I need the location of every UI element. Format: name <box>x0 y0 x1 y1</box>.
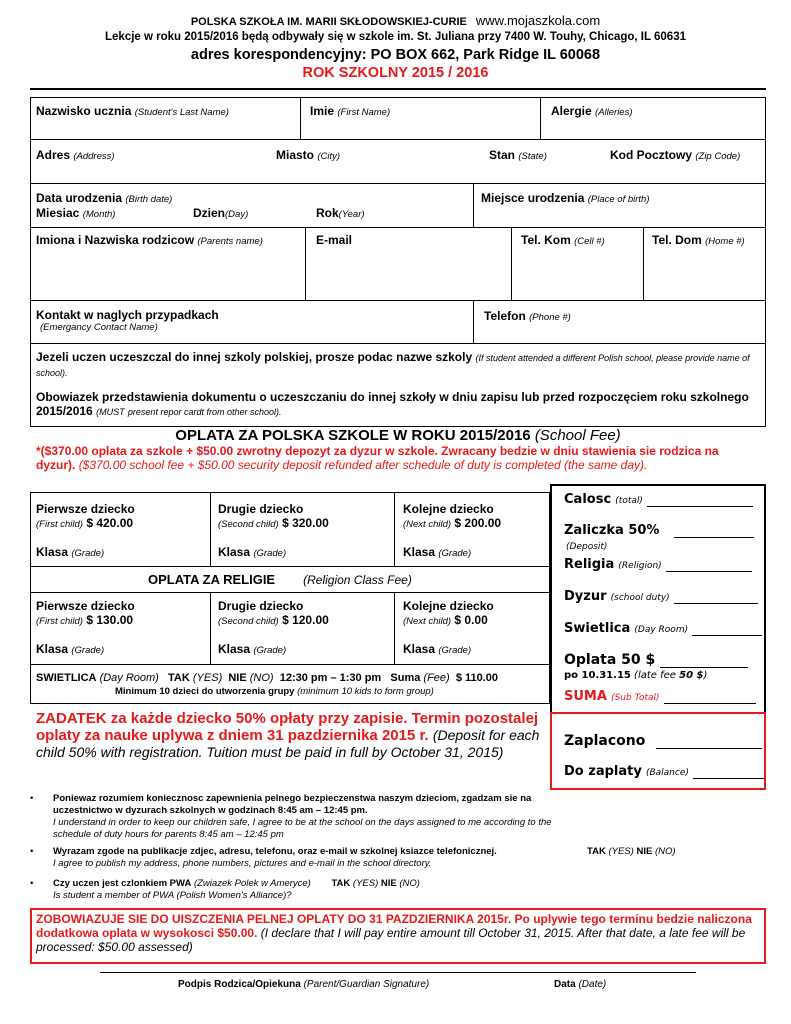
duty-field[interactable]: Dyzur (school duty) <box>564 589 758 604</box>
balance-field[interactable]: Do zaplaty (Balance) <box>564 764 765 779</box>
obligation-text: ZOBOWIAZUJE SIE DO UISZCZENIA PELNEJ OPLATY DO 31 PAZDZIERNIKA 2015r. Po uplywie tego terminu bedzie naliczona dodatkowa oplata w wysokosci $50.00. (I declare that I will pay entire amount till October 31, 2015. After that date, a late fee will be processed: $50.00 assessed) <box>36 912 752 954</box>
daycare-minimum: Minimum 10 dzieci do utworzenia grupy (minimum 10 kids to form group) <box>115 686 434 697</box>
religion-child-1-fee: (First child) $ 130.00 <box>36 613 134 627</box>
birth-date-field: Data urodzenia (Birth date) <box>36 191 173 205</box>
zadatek-note: ZADATEK za każde dziecko 50% opłaty przy zapisie. Termin pozostalej oplaty za nauke uplywa z dniem 31 pazdziernika 2015 r. (Deposit for each child 50% with registration. Tuition must be paid in full by October 31, 2015) <box>36 710 540 760</box>
publish-consent-choice[interactable]: TAK (YES) NIE (NO) <box>587 846 676 857</box>
phone-field[interactable]: Telefon (Phone #) <box>484 309 571 323</box>
religion-child-3-fee: (Next child) $ 0.00 <box>403 613 488 627</box>
bullet-2-text: Wyrazam zgode na publikacje zdjec, adresu, telefonu, oraz e-mail w szkolnej ksiazce telefonicznej. TAK (YES) NIE (NO) I agree to publish my address, phone numbers, pictures and e-mail in the school directory. <box>53 846 676 869</box>
dayroom-field[interactable]: Swietlica (Day Room) <box>564 621 762 636</box>
last-name-field[interactable]: Nazwisko ucznia (Student's Last Name) <box>36 104 229 118</box>
birth-year-field[interactable]: Rok(Year) <box>316 206 365 220</box>
allergies-field[interactable]: Alergie (Alleries) <box>551 104 633 118</box>
emergency-contact-en: (Emergancy Contact Name) <box>40 322 158 333</box>
religion-child-1-name: Pierwsze dziecko <box>36 599 135 613</box>
deposit-field[interactable]: Zaliczka 50% <box>564 523 754 538</box>
deposit-en: (Deposit) <box>566 542 608 552</box>
religion-total-field[interactable]: Religia (Religion) <box>564 557 752 572</box>
subtotal-field[interactable]: SUMA (Sub Total) <box>564 689 756 704</box>
home-phone-field[interactable]: Tel. Dom (Home #) <box>652 233 745 247</box>
pwa-member-choice[interactable]: TAK (YES) NIE (NO) <box>331 878 420 889</box>
religion-fee-title: OPLATA ZA RELIGIE (Religion Class Fee) <box>148 572 412 587</box>
late-fee-field[interactable]: Oplata 50 $ <box>564 652 748 668</box>
school-child-1-name: Pierwsze dziecko <box>36 502 135 516</box>
birth-place-field[interactable]: Miejsce urodzenia (Place of birth) <box>481 191 650 205</box>
parents-field[interactable]: Imiona i Nazwiska rodzicow (Parents name) <box>36 233 263 247</box>
school-name-line <box>0 13 791 28</box>
school-child-3-name: Kolejne dziecko <box>403 502 494 516</box>
state-field[interactable]: Stan (State) <box>489 148 547 162</box>
signature-line <box>100 972 696 973</box>
website-link[interactable]: www.mojaszkola.com <box>475 13 601 28</box>
school-child-3-fee: (Next child) $ 200.00 <box>403 516 502 530</box>
religion-child-3-name: Kolejne dziecko <box>403 599 494 613</box>
school-child-1-class[interactable]: Klasa (Grade) <box>36 545 105 559</box>
zip-field[interactable]: Kod Pocztowy (Zip Code) <box>610 148 741 162</box>
religion-child-2-fee: (Second child) $ 120.00 <box>218 613 329 627</box>
birth-day-field[interactable]: Dzien(Day) <box>193 206 249 220</box>
cell-phone-field[interactable]: Tel. Kom (Cell #) <box>521 233 605 247</box>
date-label[interactable]: Data (Date) <box>554 979 607 990</box>
school-year: ROK SZKOLNY 2015 / 2016 <box>302 65 489 81</box>
deposit-note: *($370.00 oplata za szkole + $50.00 zwrotny depozyt za dyzur w szkole. Zwracany bedzie w dniu stawienia sie rodzica na dyzur). ($370.00 school fee + $50.00 security deposit refunded after schedule of duty is completed (the same day). <box>36 444 719 472</box>
location-line: Lekcje w roku 2015/2016 będą odbywały się w szkole im. St. Juliana przy 7400 W. Touhy, Chicago, IL 60631 <box>105 31 686 43</box>
total-field[interactable]: Calosc (total) <box>564 492 753 507</box>
school-child-3-class[interactable]: Klasa (Grade) <box>403 545 472 559</box>
religion-child-1-class[interactable]: Klasa (Grade) <box>36 642 105 656</box>
late-fee-note: po 10.31.15 (late fee 50 $) <box>564 670 708 681</box>
bullet-1-text: Poniewaz rozumiem koniecznosc zapewnienia pelnego bezpieczenstwa naszym dzieciom, zgadzam sie na uczestnictwo w dyzurach szkolnych w godzinach 8:45 am – 12:45 pm. I understand in order to keep our children safe, I agree to be at the school on the days assigned to me according to the schedule of duty hours for parents 8:45 am – 12:45 pm <box>53 793 552 840</box>
school-fee-title: OPLATA ZA POLSKA SZKOLE W ROKU 2015/2016 (School Fee) <box>175 427 621 444</box>
bullet-3-text: Czy uczen jest czlonkiem PWA (Zwiazek Polek w Ameryce) TAK (YES) NIE (NO) Is student a member of PWA (Polish Women's Alliance)? <box>53 878 420 901</box>
school-child-2-class[interactable]: Klasa (Grade) <box>218 545 287 559</box>
religion-child-3-class[interactable]: Klasa (Grade) <box>403 642 472 656</box>
email-field[interactable]: E-mail <box>316 233 353 247</box>
school-name: POLSKA SZKOŁA IM. MARII SKŁODOWSKIEJ-CURIE <box>190 16 467 28</box>
signature-label[interactable]: Podpis Rodzica/Opiekuna (Parent/Guardian Signature) <box>178 979 430 990</box>
bullet-2-dot: • <box>30 846 34 857</box>
religion-child-2-name: Drugie dziecko <box>218 599 304 613</box>
school-child-1-fee: (First child) $ 420.00 <box>36 516 134 530</box>
mailing-address: adres korespondencyjny: PO BOX 662, Park Ridge IL 60068 <box>190 47 601 63</box>
bullet-1-dot: • <box>30 793 34 804</box>
emergency-contact-field[interactable]: Kontakt w naglych przypadkach <box>36 308 219 322</box>
paid-field[interactable]: Zaplacono <box>564 733 762 749</box>
bullet-3-dot: • <box>30 878 34 889</box>
address-field[interactable]: Adres (Address) <box>36 148 115 162</box>
religion-child-2-class[interactable]: Klasa (Grade) <box>218 642 287 656</box>
city-field[interactable]: Miasto (City) <box>276 148 341 162</box>
document-requirement: Obowiazek przedstawienia dokumentu o uczeszczaniu do innej szkoły w dniu zapisu lub przed rozpoczęciem roku szkolnego 2015/2016 (MUST present repor cardt from other school). <box>36 390 749 418</box>
birth-month-field[interactable]: Miesiac (Month) <box>36 206 116 220</box>
school-child-2-name: Drugie dziecko <box>218 502 304 516</box>
first-name-field[interactable]: Imie (First Name) <box>310 104 391 118</box>
school-child-2-fee: (Second child) $ 320.00 <box>218 516 329 530</box>
daycare-row[interactable]: SWIETLICA (Day Room) TAK (YES) NIE (NO) 12:30 pm – 1:30 pm Suma (Fee) $ 110.00 <box>36 672 499 684</box>
previous-school-field[interactable]: Jezeli uczen uczeszczal do innej szkoly polskiej, prosze podac nazwe szkoly (If student attended a different Polish school, please provide name of school). <box>36 350 750 378</box>
